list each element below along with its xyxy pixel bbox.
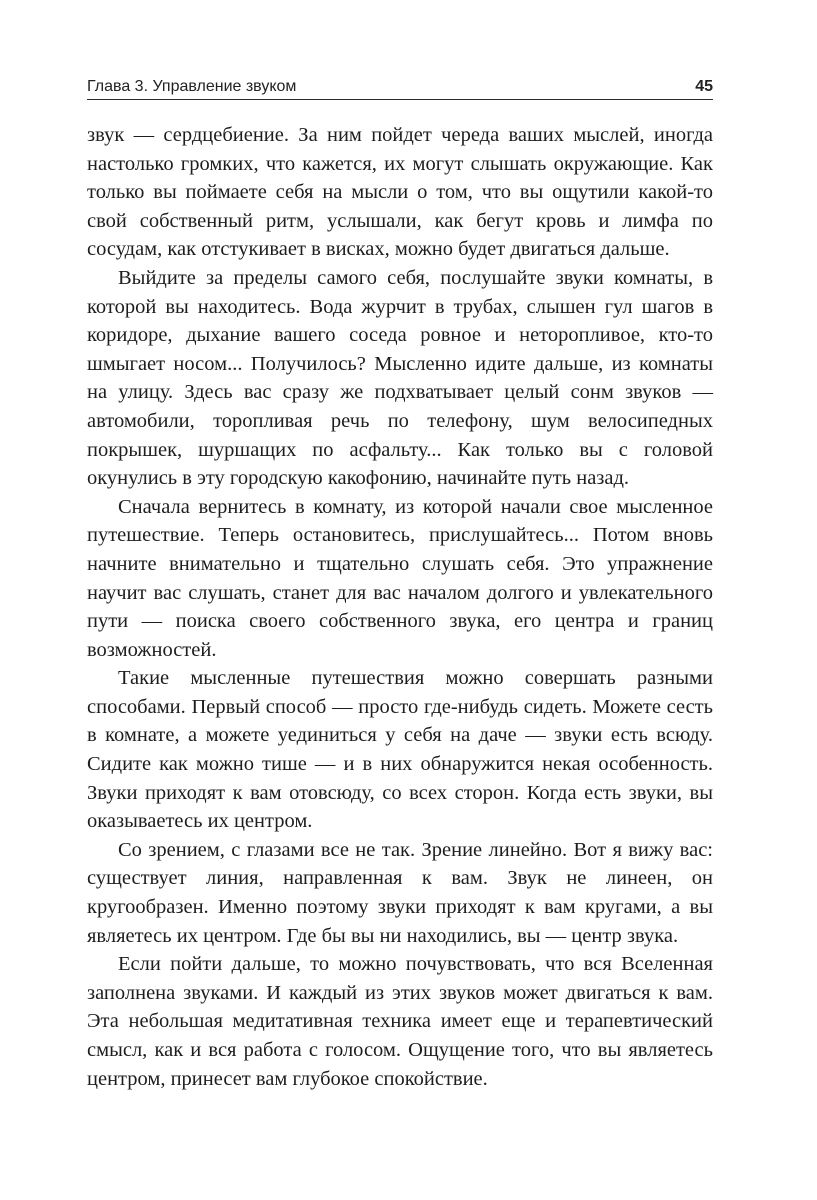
page-number: 45 — [695, 78, 713, 95]
paragraph: Сначала вернитесь в комнату, из которой начали свое мысленное путешествие. Теперь остановитесь, прислушайтесь... Потом вновь начните внимательно и тщательно слушать себя. Это упражнение научит вас слушать, станет для вас началом долгого и увлекательного пути — поиска своего собственного звука, его центра и границ возможностей. — [87, 495, 713, 661]
book-page — [87, 70, 713, 1093]
paragraph: Со зрением, с глазами все не так. Зрение линейно. Вот я вижу вас: существует линия, направленная к вам. Звук не линеен, он кругообразен. Именно поэтому звуки приходят к вам кругами, а вы являетесь их центром. Где бы вы ни находились, вы — центр звука. — [87, 838, 713, 947]
paragraph: Такие мысленные путешествия можно совершать разными способами. Первый способ — просто где-нибудь сидеть. Можете сесть в комнате, а можете уединиться у себя на даче — звуки есть всюду. Сидите как можно тише — и в них обнаружится некая особенность. Звуки приходят к вам отовсюду, со всех сторон. Когда есть звуки, вы оказываетесь их центром. — [87, 667, 713, 833]
body-text — [87, 121, 713, 1093]
paragraph: звук — сердцебиение. За ним пойдет череда ваших мыслей, иногда настолько громких, что кажется, их могут слышать окружающие. Как только вы поймаете себя на мысли о том, что вы ощутили какой-то свой собственный ритм, услышали, как бегут кровь и лимфа по сосудам, как отстукивает в висках, можно будет двигаться дальше. — [87, 124, 713, 261]
running-header — [87, 70, 713, 100]
paragraph: Если пойти дальше, то можно почувствовать, что вся Вселенная заполнена звуками. И каждый из этих звуков может двигаться к вам. Эта небольшая медитативная техника имеет еще и терапевтический смысл, как и вся работа с голосом. Ощущение того, что вы являетесь центром, принесет вам глубокое спокойствие. — [87, 953, 713, 1090]
chapter-title: Глава 3. Управление звуком — [87, 78, 297, 95]
paragraph: Выйдите за пределы самого себя, послушайте звуки комнаты, в которой вы находитесь. Вода журчит в трубах, слышен гул шагов в коридоре, дыхание вашего соседа ровное и неторопливое, кто-то шмыгает носом... Получилось? Мысленно идите дальше, из комнаты на улицу. Здесь вас сразу же подхватывает целый сонм звуков — автомобили, торопливая речь по телефону, шум велосипедных покрышек, шуршащих по асфальту... Как только вы с головой окунулись в эту городскую какофонию, начинайте путь назад. — [87, 266, 713, 490]
